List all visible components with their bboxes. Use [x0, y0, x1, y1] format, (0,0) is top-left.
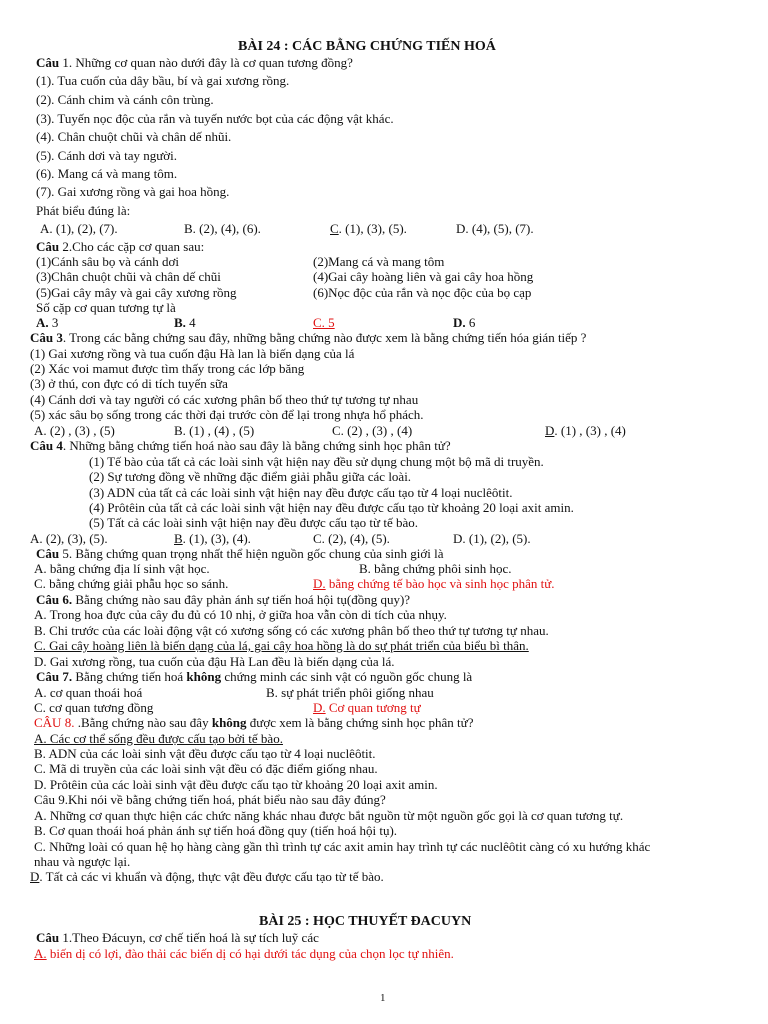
- q2-pair-5: (5)Gai cây mây và gai cây xương rồng: [36, 285, 237, 300]
- q3-item-3: (3) ở thú, con đực có di tích tuyến sữa: [30, 376, 228, 391]
- l25-q1-text: 1.Theo Đácuyn, cơ chế tiến hoá là sự tích luỹ các: [59, 930, 319, 945]
- q3-item-2: (2) Xác voi mamut được tìm thấy trong các lớp băng: [30, 361, 305, 376]
- q1-item-1: (1). Tua cuốn của dây bầu, bí và gai xương rồng.: [36, 73, 290, 88]
- q1-option-b: B. (2), (4), (6).: [184, 221, 261, 236]
- q2-pair-4: (4)Gai cây hoàng liên và gai cây hoa hồng: [313, 269, 534, 284]
- q8-text-1: .Bằng chứng nào sau đây: [74, 715, 212, 730]
- q2-pair-3: (3)Chân chuột chũi và chân dế chũi: [36, 269, 221, 284]
- q4-item-4: (4) Prôtêin của tất cả các loài sinh vật hiện nay đều được cấu tạo từ khoảng 20 loại axit amin.: [89, 500, 574, 515]
- q6-option-c-answer: C. Gai cây hoàng liên là biến dạng của lá, gai cây hoa hồng là do sự phát triển của biểu bì thân.: [34, 638, 529, 653]
- q4-option-a: A. (2), (3), (5).: [30, 531, 108, 546]
- q9-stem: Câu 9.Khi nói về bằng chứng tiến hoá, phát biểu nào sau đây đúng?: [34, 792, 386, 807]
- q3-item-5: (5) xác sâu bọ sống trong các thời đại trước còn để lại trong nhựa hổ phách.: [30, 407, 424, 422]
- q9-option-d-letter: D: [30, 869, 40, 884]
- q2-pair-1: (1)Cánh sâu bọ và cánh dơi: [36, 254, 179, 269]
- q1-option-c-letter: C: [330, 221, 339, 236]
- q5-text: 5. Bằng chứng quan trọng nhất thể hiện nguồn gốc chung của sinh giới là: [59, 546, 444, 561]
- q3-stem: [30, 329, 586, 346]
- q3-item-1: (1) Gai xương rồng và tua cuốn đậu Hà lan là biến dạng của lá: [30, 346, 355, 361]
- q8-text-2: được xem là bằng chứng sinh học phân tử?: [246, 715, 474, 730]
- q6-text: Bằng chứng nào sau đây phản ánh sự tiến hoá hội tụ(đồng quy)?: [72, 592, 411, 607]
- q9-option-a: A. Những cơ quan thực hiện các chức năng khác nhau được bắt nguồn từ một nguồn gốc gọi là cơ quan tương tự.: [34, 808, 624, 823]
- q4-text: . Những bằng chứng tiến hoá nào sau đây là bằng chứng sinh học phân tử?: [62, 438, 451, 453]
- q4-item-1: (1) Tế bào của tất cả các loài sinh vật hiện nay đều sử dụng chung một bộ mã di truyền.: [89, 454, 544, 469]
- q1-item-3: (3). Tuyến nọc độc của rắn và tuyến nước bọt của các động vật khác.: [36, 111, 394, 126]
- q6-label: Câu 6.: [36, 592, 73, 607]
- q1-text: 1. Những cơ quan nào dưới đây là cơ quan tương đồng?: [59, 55, 353, 70]
- q9-option-c-line-2: nhau và ngược lại.: [34, 854, 131, 869]
- q9-option-d-text: . Tất cả các vi khuẩn và động, thực vật đều được cấu tạo từ tế bào.: [39, 869, 384, 884]
- q1-label: Câu: [36, 55, 60, 70]
- q3-option-d-text: . (1) , (3) , (4): [554, 423, 626, 438]
- q2-text: 2.Cho các cặp cơ quan sau:: [59, 239, 205, 254]
- q9-option-c-line-1: C. Những loài có quan hệ họ hàng càng gần thì trình tự các axit amin hay trình tự các nuclêôtit càng có xu hướng khác: [34, 839, 651, 854]
- q5-option-c: C. bằng chứng giải phẫu học so sánh.: [34, 576, 229, 591]
- q3-item-4: (4) Cánh dơi và tay người có các xương phân bố theo thứ tự tương tự nhau: [30, 392, 419, 407]
- l25-q1-label: Câu: [36, 930, 60, 945]
- lesson-24-title: BÀI 24 : CÁC BẰNG CHỨNG TIẾN HOÁ: [238, 39, 496, 54]
- q2-option-b-letter: B.: [174, 315, 186, 330]
- q5-label: Câu: [36, 546, 60, 561]
- q3-option-c: C. (2) , (3) , (4): [332, 423, 413, 438]
- q2-option-b-text: 4: [185, 315, 196, 330]
- q8-option-c: C. Mã di truyền của các loài sinh vật đều có đặc điểm giống nhau.: [34, 761, 378, 776]
- q8-option-d: D. Prôtêin của các loài sinh vật đều được cấu tạo từ khoảng 20 loại axit amin.: [34, 777, 438, 792]
- q2-option-a-text: 3: [48, 315, 59, 330]
- q3-text: . Trong các bằng chứng sau đây, những bằng chứng nào được xem là bằng chứng tiến hóa gián tiếp ?: [62, 330, 587, 345]
- q8-stem: [34, 714, 473, 731]
- q4-item-3: (3) ADN của tất cả các loài sinh vật hiện nay đều được cấu tạo từ 4 loại nuclêôtit.: [89, 485, 513, 500]
- q7-option-a: A. cơ quan thoái hoá: [34, 685, 143, 700]
- q4-label: Câu 4: [30, 438, 63, 453]
- q8-text-bold: không: [211, 715, 247, 730]
- q2-pair-2: (2)Mang cá và mang tôm: [313, 254, 445, 269]
- q5-option-b: B. bằng chứng phôi sinh học.: [359, 561, 512, 576]
- q1-item-4: (4). Chân chuột chũi và chân dế nhũi.: [36, 129, 232, 144]
- q1-option-a: A. (1), (2), (7).: [40, 221, 118, 236]
- q4-option-d: D. (1), (2), (5).: [453, 531, 531, 546]
- q4-stem: [30, 437, 451, 454]
- q5-option-d-text: bằng chứng tế bào học và sinh học phân tử.: [325, 576, 555, 591]
- q1-item-7: (7). Gai xương rồng và gai hoa hồng.: [36, 184, 230, 199]
- q4-option-b-letter: B: [174, 531, 183, 546]
- q1-prompt: Phát biểu đúng là:: [36, 203, 131, 218]
- q7-option-d-text: Cơ quan tương tự: [325, 700, 421, 715]
- q7-text-bold: không: [186, 669, 222, 684]
- q9-option-d: [30, 868, 384, 885]
- q6-option-b: B. Chi trước của các loài động vật có xương sống có các xương phân bố theo thứ tự tương tự nhau.: [34, 623, 549, 638]
- q1-stem: [36, 54, 353, 71]
- q3-option-b: B. (1) , (4) , (5): [174, 423, 255, 438]
- l25-q1-option-a-letter: A.: [34, 946, 47, 961]
- q5-option-d-answer: [313, 575, 555, 592]
- q6-option-a: A. Trong hoa đực của cây đu đủ có 10 nhị, ở giữa hoa vẫn còn di tích của nhụy.: [34, 607, 447, 622]
- q1-item-2: (2). Cánh chim và cánh côn trùng.: [36, 92, 214, 107]
- q8-option-a-answer: A. Các cơ thể sống đều được cấu tạo bởi tế bào.: [34, 731, 283, 746]
- q4-item-2: (2) Sự tương đồng về những đặc điểm giải phẫu giữa các loài.: [89, 469, 412, 484]
- q2-option-c-answer: C. 5: [313, 315, 335, 330]
- q7-option-c: C. cơ quan tương đồng: [34, 700, 154, 715]
- q2-prompt: Số cặp cơ quan tương tự là: [36, 300, 176, 315]
- q6-option-d: D. Gai xương rồng, tua cuốn của đậu Hà Lan đều là biến dạng của lá.: [34, 654, 395, 669]
- lesson-25-title: BÀI 25 : HỌC THUYẾT ĐACUYN: [259, 914, 472, 929]
- q7-label: Câu 7.: [36, 669, 73, 684]
- l25-q1-option-a-text: biến dị có lợi, đào thải các biến dị có hại dưới tác dụng của chọn lọc tự nhiên.: [46, 946, 454, 961]
- q2-option-a-letter: A.: [36, 315, 49, 330]
- l25-q1-option-a-answer: [34, 945, 454, 962]
- q7-text-1: Bằng chứng tiến hoá: [72, 669, 187, 684]
- q8-label: CÂU 8.: [34, 715, 75, 730]
- q7-text-2: chứng minh các sinh vật có nguồn gốc chung là: [221, 669, 473, 684]
- q3-option-a: A. (2) , (3) , (5): [34, 423, 115, 438]
- q2-pair-6: (6)Nọc độc của rắn và nọc độc của bọ cạp: [313, 285, 532, 300]
- l25-q1-stem: [36, 929, 319, 946]
- q5-option-d-letter: D.: [313, 576, 326, 591]
- q3-label: Câu 3: [30, 330, 63, 345]
- q4-item-5: (5) Tất cả các loài sinh vật hiện nay đều được cấu tạo từ tế bào.: [89, 515, 418, 530]
- page-number: 1: [380, 992, 386, 1004]
- q7-option-d-letter: D.: [313, 700, 326, 715]
- q7-option-b: B. sự phát triển phôi giống nhau: [266, 685, 434, 700]
- q1-option-d: D. (4), (5), (7).: [456, 221, 534, 236]
- q1-option-c-text: . (1), (3), (5).: [338, 221, 407, 236]
- q1-option-c: [330, 220, 407, 237]
- q4-option-c: C. (2), (4), (5).: [313, 531, 390, 546]
- q1-item-5: (5). Cánh dơi và tay người.: [36, 148, 178, 163]
- q7-stem: [36, 668, 472, 685]
- q1-item-6: (6). Mang cá và mang tôm.: [36, 166, 178, 181]
- q2-label: Câu: [36, 239, 60, 254]
- q8-option-b: B. ADN của các loài sinh vật đều được cấu tạo từ 4 loại nuclêôtit.: [34, 746, 376, 761]
- q3-option-d: [545, 422, 626, 439]
- q5-option-a: A. bằng chứng địa lí sinh vật học.: [34, 561, 210, 576]
- q9-option-b: B. Cơ quan thoái hoá phản ánh sự tiến hoá đồng quy (tiến hoá hội tụ).: [34, 823, 398, 838]
- q4-option-b-text: . (1), (3), (4).: [182, 531, 251, 546]
- q2-option-d-text: 6: [465, 315, 476, 330]
- q3-option-d-letter: D: [545, 423, 555, 438]
- q2-option-d-letter: D.: [453, 315, 466, 330]
